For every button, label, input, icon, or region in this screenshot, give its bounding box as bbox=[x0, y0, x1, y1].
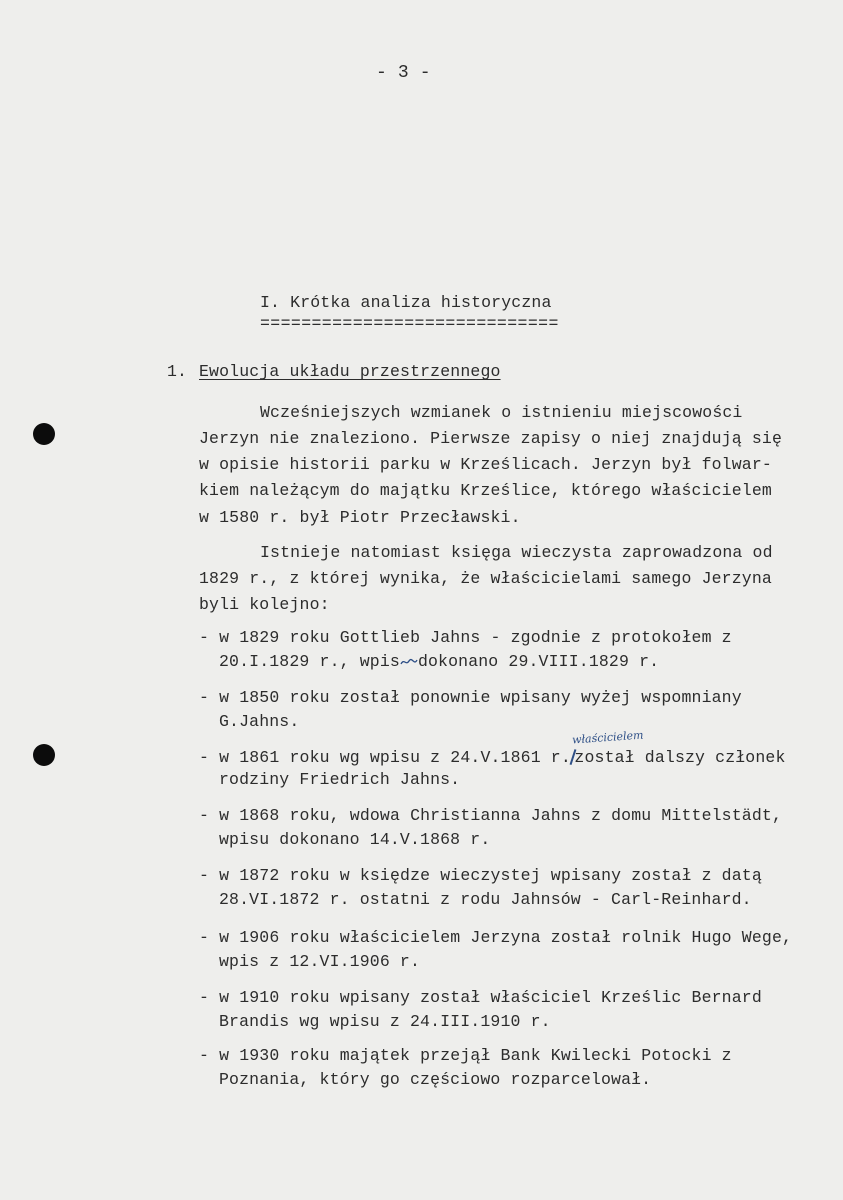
list-item bbox=[199, 746, 786, 768]
list-item-continuation bbox=[219, 652, 659, 672]
list-item-continuation: wpisu dokonano 14.V.1868 r. bbox=[219, 830, 491, 849]
section-heading: I. Krótka analiza historyczna bbox=[260, 293, 552, 312]
paragraph-1-line: w opisie historii parku w Krześlicach. Jerzyn był folwar- bbox=[199, 455, 772, 474]
list-item-text: dokonano 29.VIII.1829 r. bbox=[417, 652, 660, 671]
list-item: - w 1872 roku w księdze wieczystej wpisany został z datą bbox=[199, 866, 762, 885]
list-item: - w 1910 roku wpisany został właściciel Krześlic Bernard bbox=[199, 988, 762, 1007]
list-item: - w 1850 roku został ponownie wpisany wyżej wspomniany bbox=[199, 688, 742, 707]
paragraph-2-line: Istnieje natomiast księga wieczysta zaprowadzona od bbox=[260, 543, 773, 562]
handwritten-correction-mark bbox=[400, 656, 418, 668]
list-item: - w 1829 roku Gottlieb Jahns - zgodnie z protokołem z bbox=[199, 628, 732, 647]
handwritten-annotation: właścicielem bbox=[571, 728, 644, 747]
punch-hole-top bbox=[33, 423, 55, 445]
paragraph-1-line: kiem należącym do majątku Krześlice, którego właścicielem bbox=[199, 481, 772, 500]
list-item-text: został dalszy członek bbox=[574, 748, 786, 767]
list-item: - w 1930 roku majątek przejął Bank Kwilecki Potocki z bbox=[199, 1046, 732, 1065]
list-item-continuation: Brandis wg wpisu z 24.III.1910 r. bbox=[219, 1012, 551, 1031]
list-item: - w 1868 roku, wdowa Christianna Jahns z domu Mittelstädt, bbox=[199, 806, 782, 825]
list-item: - w 1906 roku właścicielem Jerzyna został rolnik Hugo Wege, bbox=[199, 928, 793, 947]
subsection-number: 1. bbox=[167, 362, 188, 381]
paragraph-2-line: byli kolejno: bbox=[199, 595, 330, 614]
list-item-continuation: G.Jahns. bbox=[219, 712, 300, 731]
list-item-continuation: rodziny Friedrich Jahns. bbox=[219, 770, 461, 789]
paragraph-1-line: Jerzyn nie znaleziono. Pierwsze zapisy o niej znajdują się bbox=[199, 429, 782, 448]
paragraph-2-line: 1829 r., z której wynika, że właścicielami samego Jerzyna bbox=[199, 569, 772, 588]
heading-double-rule: ============================= bbox=[260, 314, 559, 333]
subsection-title: Ewolucja układu przestrzennego bbox=[199, 362, 501, 381]
list-item-text: 20.I.1829 r., wpis bbox=[219, 652, 400, 671]
paragraph-1-line: Wcześniejszych wzmianek o istnieniu miejscowości bbox=[260, 403, 743, 422]
page-number: - 3 - bbox=[376, 63, 431, 83]
list-item-continuation: 28.VI.1872 r. ostatni z rodu Jahnsów - Carl-Reinhard. bbox=[219, 890, 752, 909]
paragraph-1-line: w 1580 r. był Piotr Przecławski. bbox=[199, 508, 521, 527]
list-item-continuation: Poznania, który go częściowo rozparcelował. bbox=[219, 1070, 652, 1089]
list-item-continuation: wpis z 12.VI.1906 r. bbox=[219, 952, 421, 971]
list-item-text: - w 1861 roku wg wpisu z 24.V.1861 r. bbox=[199, 748, 571, 767]
punch-hole-bottom bbox=[33, 744, 55, 766]
